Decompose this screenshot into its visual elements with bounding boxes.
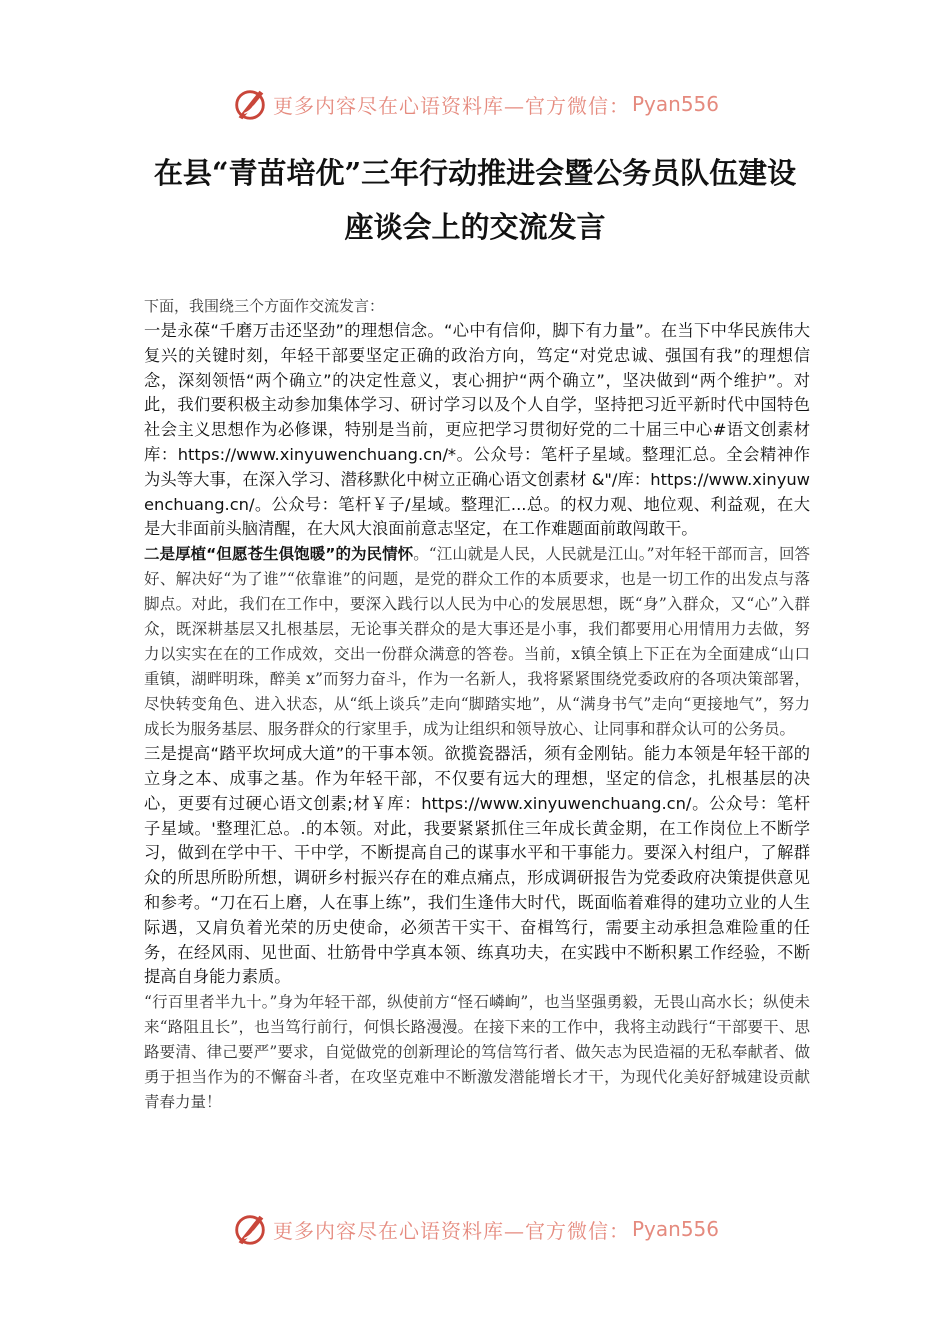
watermark-banner-top xyxy=(0,82,950,126)
banner-wechat-id: Pyan556 xyxy=(631,92,719,116)
title-line-1: 在县“青苗培优”三年行动推进会暨公务员队伍建设 xyxy=(153,156,797,190)
document-title xyxy=(100,146,850,254)
section-2-text: 。“江山就是人民，人民就是江山。”对年轻干部而言，回答好、解决好“为了谁”“依靠谁”的问题，是党的群众工作的本质要求，也是一切工作的出发点与落脚点。对此，我们在工作中，要深入践行以人民为中心的发展思想，既“身”入群众，又“心”入群众，既深耕基层又扎根基层，无论事关群众的是大事还是小事，我们都要用心用情用力去做，努力以实实在在的工作成效，交出一份群众满意的答卷。当前，x镇全镇上下正在为全面建成“山口重镇，湖畔明珠，醉美 x”而努力奋斗，作为一名新人，我将紧紧围绕党委政府的各项决策部署，尽快转变角色、进入状态，从“纸上谈兵”走向“脚踏实地”，从“满身书气”走向“更接地气”，努力成长为服务基层、服务群众的行家里手，成为让组织和领导放心、让同事和群众认可的公务员。 xyxy=(144,545,810,739)
section-2-lead: 二是厚植“但愿苍生俱饱暖”的为民情怀 xyxy=(144,545,414,564)
banner-text: 更多内容尽在心语资料库—官方微信： xyxy=(272,93,630,118)
section-1-paragraph: 一是永葆“千磨万击还坚劲”的理想信念。“心中有信仰，脚下有力量”。在当下中华民族伟大复兴的关键时刻，年轻干部要坚定正确的政治方向，笃定“对党忠诚、强国有我”的理想信念，深刻领悟“两个确立”的决定性意义，衷心拥护“两个确立”，坚决做到“两个维护”。对此，我们要积极主动参加集体学习、研讨学习以及个人自学，坚持把习近平新时代中国特色社会主义思想作为必修课，特别是当前，更应把学习贯彻好党的二十届三中心#语文创素材库：https://www.xinyuwenchuang.cn/*。公众号：笔杆子星域。整理汇总。全会精神作为头等大事，在深入学习、潜移默化中树立正确心语文创素材 &"/库：https://www.xinyuwenchuang.cn/。公众号：笔杆￥子/星域。整理汇...总。的权力观、地位观、利益观，在大是大非面前头脑清醒，在大风大浪面前意志坚定，在工作难题面前敢闯敢干。 xyxy=(144,321,810,539)
pen-circle-logo-icon xyxy=(231,85,269,123)
intro-paragraph: 下面，我围绕三个方面作交流发言： xyxy=(144,297,385,315)
closing-paragraph: “行百里者半九十。”身为年轻干部，纵使前方“怪石嶙峋”，也当坚强勇毅，无畏山高水长；纵使未来“路阻且长”，也当笃行前行，何惧长路漫漫。在接下来的工作中，我将主动践行“干部要干、思路要清、律己要严”要求，自觉做党的创新理论的笃信笃行者、做矢志为民造福的无私奉献者、做勇于担当作为的不懈奋斗者，在攻坚克难中不断激发潜能增长才干，为现代化美好舒城建设贡献青春力量！ xyxy=(144,993,810,1112)
banner-wechat-id: Pyan556 xyxy=(631,1217,719,1241)
title-line-2: 座谈会上的交流发言 xyxy=(344,210,606,244)
section-3-paragraph: 三是提高“踏平坎坷成大道”的干事本领。欲揽瓷器活，须有金刚钻。能力本领是年轻干部的立身之本、成事之基。作为年轻干部，不仅要有远大的理想，坚定的信念，扎根基层的决心，更要有过硬心语文创素;材￥库：https://www.xinyuwenchuang.cn/。公众号：笔杆子星域。'整理汇总。.的本领。对此，我要紧紧抓住三年成长黄金期，在工作岗位上不断学习，做到在学中干、干中学，不断提高自己的谋事水平和干事能力。要深入村组户，了解群众的所思所盼所想，调研乡村振兴存在的难点痛点，形成调研报告为党委政府决策提供意见和参考。“刀在石上磨，人在事上练”，我们生逢伟大时代，既面临着难得的建功立业的人生际遇，又肩负着光荣的历史使命，必须苦干实干、奋楫笃行，需要主动承担急难险重的任务，在经风雨、见世面、壮筋骨中学真本领、练真功夫，在实践中不断积累工作经验，不断提高自身能力素质。 xyxy=(144,744,810,987)
document-body xyxy=(144,294,810,1115)
watermark-banner-bottom xyxy=(0,1207,950,1251)
pen-circle-logo-icon xyxy=(231,1210,269,1248)
section-2-paragraph xyxy=(144,542,810,742)
banner-text: 更多内容尽在心语资料库—官方微信： xyxy=(272,1218,630,1243)
